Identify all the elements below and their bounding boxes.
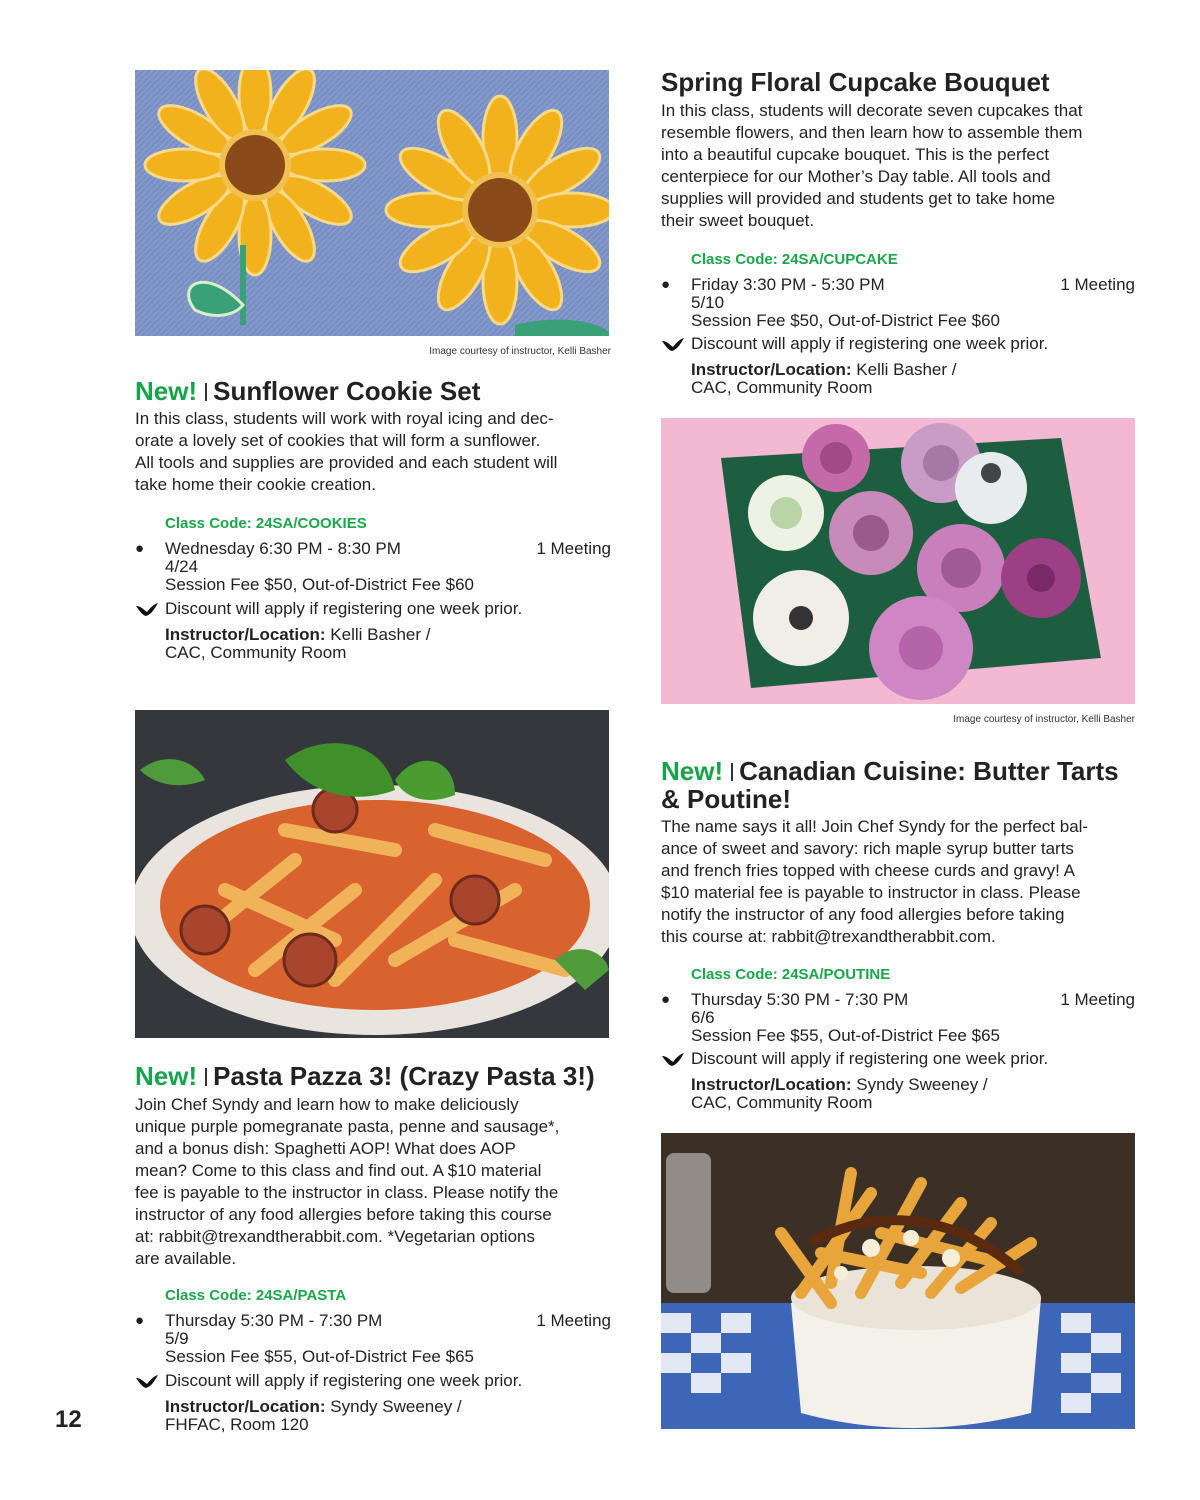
- instructor-line: [691, 361, 956, 379]
- instructor-line: [691, 1076, 988, 1094]
- day-time: Wednesday 6:30 PM - 8:30 PM: [165, 539, 401, 558]
- instructor-name: Kelli Basher /: [330, 625, 431, 644]
- course-title: [661, 757, 1141, 785]
- class-date: 4/24: [165, 557, 199, 576]
- desc-line: fee is payable to the instructor in class. Please notify the: [135, 1183, 559, 1202]
- day-time: Friday 3:30 PM - 5:30 PM: [691, 275, 885, 294]
- day-time: Thursday 5:30 PM - 7:30 PM: [691, 990, 909, 1009]
- location: CAC, Community Room: [165, 643, 347, 662]
- class-date: 5/10: [691, 293, 725, 312]
- discount-bird-icon: [135, 602, 159, 618]
- desc-line: In this class, students will decorate seven cupcakes that: [661, 101, 1083, 120]
- discount-note: Discount will apply if registering one week prior.: [691, 334, 1049, 353]
- sunflower-details: [135, 515, 611, 665]
- desc-line: ance of sweet and savory: rich maple syrup butter tarts: [661, 839, 1074, 858]
- desc-line: unique purple pomegranate pasta, penne and sausage*,: [135, 1117, 560, 1136]
- desc-line: this course at: rabbit@trexandtherabbit.com.: [661, 927, 996, 946]
- discount-bird-icon: [661, 1052, 685, 1068]
- course-description: [135, 1094, 615, 1270]
- desc-line: $10 material fee is payable to instructor in class. Please: [661, 883, 1081, 902]
- desc-line: All tools and supplies are provided and each student will: [135, 453, 558, 472]
- course-description: [661, 100, 1141, 232]
- bullet-icon: ●: [661, 276, 671, 293]
- desc-line: resemble flowers, and then learn how to assemble them: [661, 123, 1083, 142]
- page-number: 12: [55, 1406, 82, 1433]
- bullet-icon: ●: [661, 991, 671, 1008]
- desc-line: centerpiece for our Mother’s Day table. All tools and: [661, 167, 1051, 186]
- discount-bird-icon: [661, 337, 685, 353]
- meetings-count: 1 Meeting: [536, 539, 611, 558]
- divider: [731, 763, 733, 781]
- divider: [205, 383, 207, 401]
- desc-line: In this class, students will work with royal icing and dec-: [135, 409, 554, 428]
- instructor-label: Instructor/Location:: [691, 1075, 852, 1094]
- course-title: [135, 1062, 615, 1090]
- course-title-text: Sunflower Cookie Set: [213, 376, 481, 406]
- instructor-name: Kelli Basher /: [856, 360, 957, 379]
- desc-line: their sweet bouquet.: [661, 211, 815, 230]
- course-title-line-2: & Poutine!: [661, 784, 791, 814]
- desc-line: Join Chef Syndy and learn how to make deliciously: [135, 1095, 519, 1114]
- cupcake-section: [661, 68, 1141, 232]
- poutine-details: [661, 966, 1135, 1116]
- desc-line: and a bonus dish: Spaghetti AOP! What does AOP: [135, 1139, 516, 1158]
- desc-line: are available.: [135, 1249, 237, 1268]
- fee: Session Fee $55, Out-of-District Fee $65: [691, 1026, 1000, 1045]
- class-date: 6/6: [691, 1008, 715, 1027]
- instructor-line: [165, 626, 430, 644]
- pasta-details: [135, 1287, 611, 1437]
- desc-line: notify the instructor of any food allergies before taking: [661, 905, 1065, 924]
- sunflower-section: [135, 377, 615, 496]
- sunflower-cookie-photo: [135, 70, 609, 336]
- pasta-section: [135, 1062, 615, 1270]
- cupcake-bouquet-photo: [661, 418, 1135, 704]
- class-code: Class Code: 24SA/COOKIES: [165, 515, 367, 532]
- new-badge: New!: [661, 756, 724, 786]
- cupcake-details: [661, 251, 1135, 401]
- day-time: Thursday 5:30 PM - 7:30 PM: [165, 1311, 383, 1330]
- new-badge: New!: [135, 376, 198, 406]
- fee: Session Fee $55, Out-of-District Fee $65: [165, 1347, 474, 1366]
- instructor-name: Syndy Sweeney /: [330, 1397, 462, 1416]
- desc-line: The name says it all! Join Chef Syndy for the perfect bal-: [661, 817, 1089, 836]
- desc-line: at: rabbit@trexandtherabbit.com. *Vegetarian options: [135, 1227, 535, 1246]
- course-title-text: Canadian Cuisine: Butter Tarts: [739, 756, 1119, 786]
- desc-line: mean? Come to this class and find out. A $10 material: [135, 1161, 542, 1180]
- fee: Session Fee $50, Out-of-District Fee $60: [691, 311, 1000, 330]
- new-badge: New!: [135, 1061, 198, 1091]
- bullet-icon: ●: [135, 1312, 145, 1329]
- class-code: Class Code: 24SA/PASTA: [165, 1287, 347, 1304]
- course-title: [135, 377, 615, 405]
- meetings-count: 1 Meeting: [1060, 990, 1135, 1009]
- class-date: 5/9: [165, 1329, 189, 1348]
- poutine-photo: [661, 1133, 1135, 1429]
- course-title-text: Pasta Pazza 3! (Crazy Pasta 3!): [213, 1061, 595, 1091]
- divider: [205, 1068, 207, 1086]
- desc-line: orate a lovely set of cookies that will form a sunflower.: [135, 431, 541, 450]
- instructor-name: Syndy Sweeney /: [856, 1075, 988, 1094]
- image-credit: Image courtesy of instructor, Kelli Basher: [953, 714, 1135, 725]
- image-credit: Image courtesy of instructor, Kelli Basher: [429, 346, 611, 357]
- desc-line: take home their cookie creation.: [135, 475, 376, 494]
- meetings-count: 1 Meeting: [1060, 275, 1135, 294]
- instructor-label: Instructor/Location:: [165, 625, 326, 644]
- class-code: Class Code: 24SA/CUPCAKE: [691, 251, 898, 268]
- location: CAC, Community Room: [691, 378, 873, 397]
- course-description: [135, 408, 615, 496]
- fee: Session Fee $50, Out-of-District Fee $60: [165, 575, 474, 594]
- pasta-photo: [135, 710, 609, 1038]
- discount-note: Discount will apply if registering one week prior.: [165, 599, 523, 618]
- discount-bird-icon: [135, 1374, 159, 1390]
- instructor-label: Instructor/Location:: [165, 1397, 326, 1416]
- location: FHFAC, Room 120: [165, 1415, 309, 1434]
- course-description: [661, 816, 1141, 948]
- desc-line: instructor of any food allergies before taking this course: [135, 1205, 552, 1224]
- desc-line: into a beautiful cupcake bouquet. This is the perfect: [661, 145, 1050, 164]
- bullet-icon: ●: [135, 540, 145, 557]
- instructor-line: [165, 1398, 462, 1416]
- discount-note: Discount will apply if registering one week prior.: [691, 1049, 1049, 1068]
- desc-line: supplies will provided and students get to take home: [661, 189, 1056, 208]
- desc-line: and french fries topped with cheese curds and gravy! A: [661, 861, 1075, 880]
- course-title: Spring Floral Cupcake Bouquet: [661, 67, 1050, 97]
- class-code: Class Code: 24SA/POUTINE: [691, 966, 891, 983]
- instructor-label: Instructor/Location:: [691, 360, 852, 379]
- discount-note: Discount will apply if registering one week prior.: [165, 1371, 523, 1390]
- location: CAC, Community Room: [691, 1093, 873, 1112]
- poutine-section: [661, 757, 1141, 948]
- meetings-count: 1 Meeting: [536, 1311, 611, 1330]
